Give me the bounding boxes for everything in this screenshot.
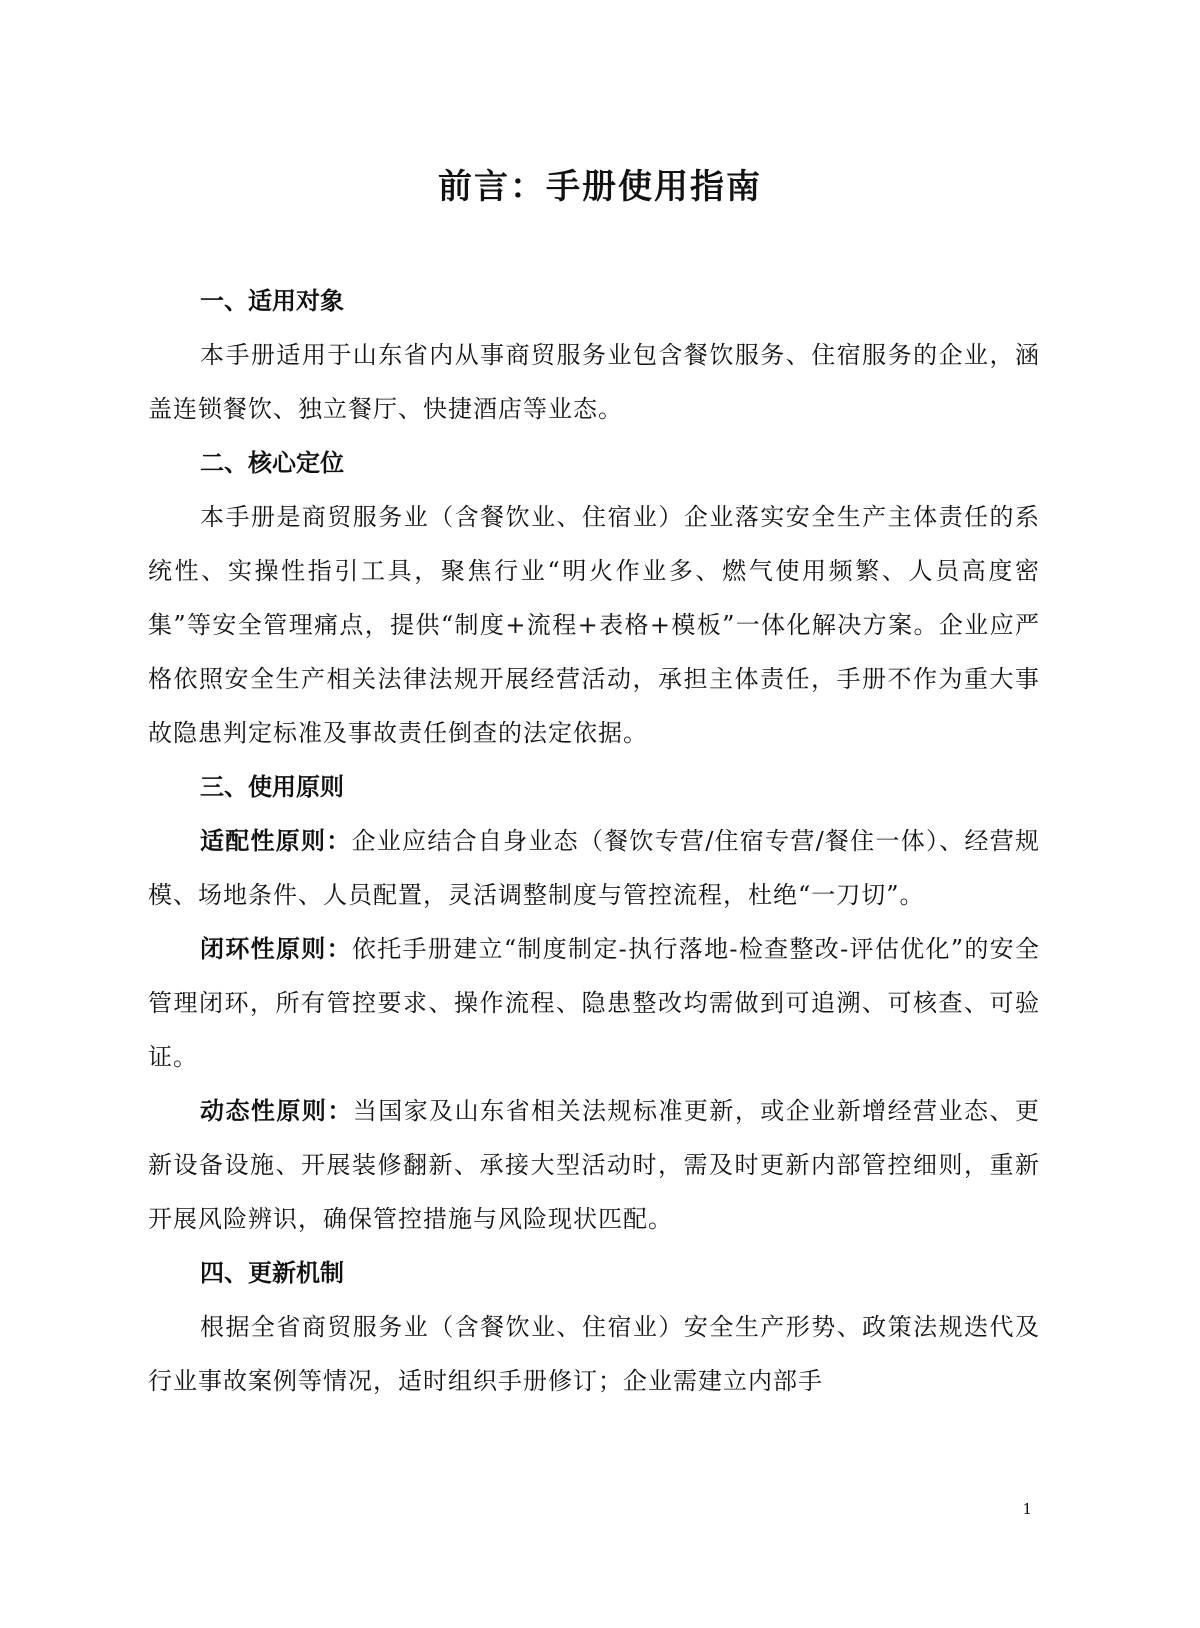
principle-text: 当国家及山东省相关法规标准更新，或企业新增经营业态、更新设备设施、开展装修翻新、承接大型活动时，需及时更新内部管控细则，重新开展风险辨识，确保管控措施与风险现状匹配。 [148, 1097, 1040, 1233]
principle-label: 闭环性原则： [200, 935, 352, 963]
section-heading-principles: 三、使用原则 [200, 773, 344, 801]
page-number: 1 [1022, 1500, 1032, 1518]
principle-adaptability [148, 814, 1040, 922]
principle-text: 企业应结合自身业态（餐饮专营/住宿专营/餐住一体）、经营规模、场地条件、人员配置，灵活调整制度与管控流程，杜绝“一刀切”。 [148, 827, 1041, 909]
paragraph-scope: 本手册适用于山东省内从事商贸服务业包含餐饮服务、住宿服务的企业，涵盖连锁餐饮、独立餐厅、快捷酒店等业态。 [148, 341, 1040, 423]
principle-label: 适配性原则： [200, 827, 352, 855]
document-body [148, 274, 1040, 1408]
section-heading-positioning: 二、核心定位 [200, 449, 344, 477]
paragraph-positioning: 本手册是商贸服务业（含餐饮业、住宿业）企业落实安全生产主体责任的系统性、实操性指引工具，聚焦行业“明火作业多、燃气使用频繁、人员高度密集”等安全管理痛点，提供“制度+流程+表格+模板”一体化解决方案。企业应严格依照安全生产相关法律法规开展经营活动，承担主体责任，手册不作为重大事故隐患判定标准及事故责任倒查的法定依据。 [148, 503, 1040, 747]
section-heading-scope: 一、适用对象 [200, 287, 344, 315]
page-title: 前言：手册使用指南 [438, 167, 762, 207]
principle-text: 依托手册建立“制度制定-执行落地-检查整改-评估优化”的安全管理闭环，所有管控要求、操作流程、隐患整改均需做到可追溯、可核查、可验证。 [148, 935, 1041, 1071]
paragraph-update: 根据全省商贸服务业（含餐饮业、住宿业）安全生产形势、政策法规迭代及行业事故案例等情况，适时组织手册修订；企业需建立内部手 [148, 1313, 1040, 1395]
principle-label: 动态性原则： [200, 1097, 353, 1125]
principle-closed-loop [148, 922, 1040, 1084]
section-heading-update: 四、更新机制 [200, 1259, 344, 1287]
principle-dynamic [148, 1084, 1040, 1246]
